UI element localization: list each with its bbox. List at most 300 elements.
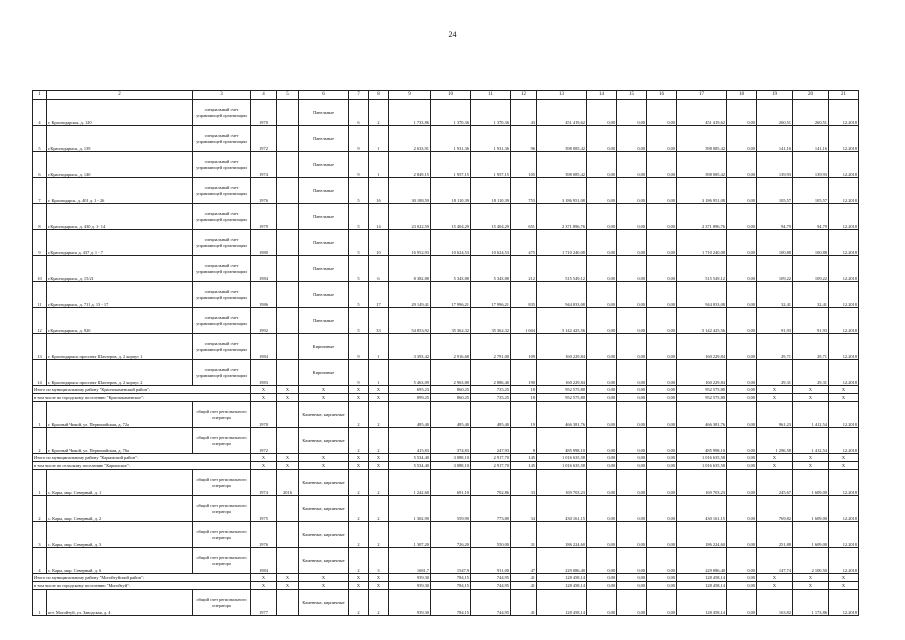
column-number-cell: 14 <box>587 91 617 100</box>
table-row <box>33 496 859 522</box>
table-cell: 1 609,00 <box>793 496 829 522</box>
table-cell: 94,79 <box>757 204 793 230</box>
table-cell: 0,00 <box>617 574 647 582</box>
table-cell: 1974 <box>251 152 277 178</box>
table-cell: 1976 <box>251 178 277 204</box>
table-cell: 0,00 <box>727 582 757 590</box>
table-cell: общий счет регионального оператора <box>193 548 251 574</box>
table-cell: X <box>829 582 859 590</box>
table-cell: 952 575,80 <box>537 394 587 402</box>
table-cell: 1 609,00 <box>793 470 829 496</box>
summary-label: в том числе по сельскому поселению "Карымское": <box>33 462 251 470</box>
table-cell: 451 419,62 <box>537 100 587 126</box>
table-cell: 12.2018 <box>829 282 859 308</box>
table-cell: 0,00 <box>587 204 617 230</box>
summary-row <box>33 454 859 462</box>
table-cell: 16 952,93 <box>389 230 431 256</box>
table-cell: 485,40 <box>431 402 471 428</box>
table-cell <box>277 522 299 548</box>
table-cell: Панельные <box>299 256 349 282</box>
table-cell: X <box>829 386 859 394</box>
table-cell: 91,93 <box>793 308 829 334</box>
page-number: 24 <box>448 30 457 39</box>
table-cell: 100,88 <box>793 230 829 256</box>
table-cell: 0,00 <box>647 394 677 402</box>
table-cell: пгт. Могойтуй, ул. Заводская, д. 4 <box>47 590 193 616</box>
table-cell: X <box>757 462 793 470</box>
table-cell: 0,00 <box>617 100 647 126</box>
table-cell: X <box>299 574 349 582</box>
table-cell: 160 229,84 <box>537 360 587 386</box>
table-cell: 54 853,92 <box>389 308 431 334</box>
table-cell: 0,00 <box>727 462 757 470</box>
table-cell: специальный счет управляющей организации <box>193 282 251 308</box>
table-cell: Панельные <box>299 308 349 334</box>
table-cell: 3 393,42 <box>389 334 431 360</box>
table-cell: 0,00 <box>647 574 677 582</box>
table-cell: 911,00 <box>471 548 511 574</box>
table-cell: 0,00 <box>617 470 647 496</box>
table-cell: 8 382,88 <box>389 256 431 282</box>
table-cell: Панельные <box>299 204 349 230</box>
table-cell: 12.2018 <box>829 522 859 548</box>
table-cell: 2 <box>349 428 369 454</box>
table-cell: X <box>757 454 793 462</box>
table-cell: 0,00 <box>727 394 757 402</box>
table-cell: 247,93 <box>471 428 511 454</box>
table-cell: 5 <box>349 308 369 334</box>
table-cell: 41 <box>511 574 537 582</box>
table-cell: 0,00 <box>587 470 617 496</box>
summary-label: в том числе по городскому поселению "Краснокаменское": <box>33 394 251 402</box>
table-cell: 753 <box>511 178 537 204</box>
table-cell: 0,00 <box>647 428 677 454</box>
table-cell: 0,00 <box>647 126 677 152</box>
table-cell: 5 142 425,56 <box>677 308 727 334</box>
table-cell: 860,25 <box>431 386 471 394</box>
table-cell: X <box>251 582 277 590</box>
table-cell: 15 404,29 <box>471 204 511 230</box>
table-cell: 0,00 <box>727 454 757 462</box>
table-cell: 29 149,41 <box>389 282 431 308</box>
table-cell: 944 833,08 <box>537 282 587 308</box>
table-cell: 0,00 <box>727 100 757 126</box>
table-row <box>33 360 859 386</box>
table-cell: 0,00 <box>647 470 677 496</box>
table-cell: Каменные, кирпичные <box>299 402 349 428</box>
table-cell: 0,00 <box>617 522 647 548</box>
table-cell: Панельные <box>299 100 349 126</box>
table-cell: 651 <box>511 204 537 230</box>
table-cell: X <box>349 462 369 470</box>
table-cell: 374,83 <box>431 428 471 454</box>
table-cell <box>277 402 299 428</box>
table-cell: X <box>277 454 299 462</box>
table-cell: г.Краснодарыск д. 437 д. 1 - 7 <box>47 230 193 256</box>
table-cell: 398 085,42 <box>537 126 587 152</box>
table-cell: 12.2018 <box>829 496 859 522</box>
table-cell: Каменные, кирпичные <box>299 548 349 574</box>
table-cell: X <box>299 394 349 402</box>
table-cell: 1 412,54 <box>793 402 829 428</box>
table-cell: 0,00 <box>647 256 677 282</box>
table-cell: 3 <box>33 522 47 548</box>
column-number-cell: 20 <box>793 91 829 100</box>
table-cell: 2 917,70 <box>471 454 511 462</box>
column-number-cell: 4 <box>251 91 277 100</box>
table-cell: г. Краснодарскы, д. 120 <box>47 100 193 126</box>
table-cell: 4 <box>33 548 47 574</box>
table-cell <box>277 126 299 152</box>
table-cell: 0,00 <box>727 360 757 386</box>
table-cell: 0,00 <box>617 582 647 590</box>
table-cell: 0,00 <box>587 574 617 582</box>
table-row <box>33 100 859 126</box>
table-row <box>33 402 859 428</box>
table-cell: 1980 <box>251 230 277 256</box>
table-cell: 17 <box>369 282 389 308</box>
table-cell: 12 <box>33 308 47 334</box>
table-cell: 0,00 <box>617 126 647 152</box>
table-cell: X <box>829 394 859 402</box>
summary-row <box>33 574 859 582</box>
table-cell: 485 998,10 <box>677 428 727 454</box>
table-cell: 1 307,20 <box>389 522 431 548</box>
table-cell: 515 549,12 <box>677 256 727 282</box>
table-cell: 952 575,80 <box>537 386 587 394</box>
table-cell: 860,25 <box>431 394 471 402</box>
table-cell: 0,00 <box>727 230 757 256</box>
table-cell: 17 996,21 <box>471 282 511 308</box>
table-cell: г.Краснодарыск, д. 711 д. 13 - 17 <box>47 282 193 308</box>
table-cell: X <box>277 386 299 394</box>
table-cell: 0,00 <box>647 386 677 394</box>
table-cell: 8 <box>33 204 47 230</box>
table-cell: 3 186 951,08 <box>677 178 727 204</box>
table-cell: 12.2018 <box>829 360 859 386</box>
table-cell: 5 <box>349 204 369 230</box>
table-cell: 18 <box>511 394 537 402</box>
table-row <box>33 308 859 334</box>
table-cell: 0,00 <box>587 308 617 334</box>
table-cell: 105,57 <box>757 178 793 204</box>
table-cell: 1979 <box>251 204 277 230</box>
table-cell: 0,00 <box>647 100 677 126</box>
table-cell: 12.2018 <box>829 256 859 282</box>
summary-label: Итого по муниципальному району "Могойтуйский район": <box>33 574 251 582</box>
table-cell: 784,15 <box>431 590 471 616</box>
table-cell: 899,25 <box>389 394 431 402</box>
table-cell: 105,57 <box>793 178 829 204</box>
table-cell: 0,00 <box>587 548 617 574</box>
table-cell: X <box>829 462 859 470</box>
table-cell: 5 <box>33 126 47 152</box>
table-cell: 398 085,42 <box>677 152 727 178</box>
table-cell: 1547,9 <box>431 548 471 574</box>
table-cell: 12.2018 <box>829 126 859 152</box>
table-cell: X <box>299 582 349 590</box>
table-cell: Кирпичные <box>299 334 349 360</box>
table-cell: 1 931,36 <box>431 126 471 152</box>
table-cell: 10 624,53 <box>431 230 471 256</box>
table-cell: X <box>349 386 369 394</box>
table-cell: Каменные, кирпичные <box>299 470 349 496</box>
column-number-cell: 1 <box>33 91 47 100</box>
table-cell: X <box>793 574 829 582</box>
table-cell: 11 <box>33 282 47 308</box>
table-cell: 0,00 <box>617 308 647 334</box>
table-row <box>33 178 859 204</box>
table-cell: X <box>277 582 299 590</box>
table-cell: 5 <box>349 178 369 204</box>
table-cell: 0,00 <box>727 548 757 574</box>
table-cell <box>277 204 299 230</box>
table-row <box>33 590 859 616</box>
table-cell: 29,71 <box>757 334 793 360</box>
table-cell: 0,00 <box>587 152 617 178</box>
table-cell: X <box>349 574 369 582</box>
table-cell: 0,00 <box>727 126 757 152</box>
table-cell: X <box>829 454 859 462</box>
table-cell: с. Кары, мкр. Северный, д. 2 <box>47 496 193 522</box>
table-cell: Панельные <box>299 152 349 178</box>
table-cell: 0,00 <box>727 256 757 282</box>
table-cell: 550,00 <box>471 522 511 548</box>
table-cell: специальный счет управляющей организации <box>193 204 251 230</box>
table-cell: 4 <box>33 100 47 126</box>
table-cell: 0,00 <box>617 394 647 402</box>
table-cell: 784,15 <box>431 582 471 590</box>
table-cell: 0,00 <box>727 152 757 178</box>
table-cell: 3 088,10 <box>431 462 471 470</box>
table-cell: 2016 <box>277 470 299 496</box>
table-cell: 0,00 <box>647 496 677 522</box>
table-cell: Панельные <box>299 126 349 152</box>
table-cell: 0,00 <box>647 590 677 616</box>
table-cell: 6 <box>369 256 389 282</box>
table-cell: 0,00 <box>727 204 757 230</box>
column-number-cell: 16 <box>647 91 677 100</box>
table-cell: 2 100,50 <box>793 548 829 574</box>
table-cell: 5 534,40 <box>389 462 431 470</box>
table-cell: X <box>349 454 369 462</box>
table-cell: 0,00 <box>727 282 757 308</box>
table-cell: 1 412,54 <box>793 428 829 454</box>
table-cell: 30 188,59 <box>389 178 431 204</box>
table-cell: 1984 <box>251 334 277 360</box>
table-cell: 6 <box>349 100 369 126</box>
table-cell: 1983 <box>251 360 277 386</box>
table-cell: 961,23 <box>757 402 793 428</box>
table-cell: 485,40 <box>471 402 511 428</box>
table-cell: Каменные, кирпичные <box>299 522 349 548</box>
table-cell: г.Краснодарыск, д. 140 <box>47 152 193 178</box>
table-cell: 0,00 <box>587 522 617 548</box>
table-cell: 1 296,58 <box>757 428 793 454</box>
table-cell: 163,82 <box>757 590 793 616</box>
table-cell <box>277 548 299 574</box>
table-cell: 32,41 <box>793 282 829 308</box>
table-cell: 0,00 <box>647 360 677 386</box>
table-cell <box>277 256 299 282</box>
column-number-cell: 19 <box>757 91 793 100</box>
table-cell: общий счет регионального оператора <box>193 470 251 496</box>
table-cell <box>277 230 299 256</box>
table-cell: 109 <box>511 334 537 360</box>
table-cell: специальный счет управляющей организации <box>193 100 251 126</box>
table-cell: 9 <box>33 230 47 256</box>
table-cell: 0,00 <box>647 204 677 230</box>
table-cell: 3 <box>369 548 389 574</box>
table-cell: 128 458,14 <box>677 590 727 616</box>
table-cell: 41 <box>511 582 537 590</box>
table-cell: X <box>829 574 859 582</box>
table-cell: X <box>793 582 829 590</box>
table-cell: специальный счет управляющей организации <box>193 308 251 334</box>
table-cell: 109,22 <box>793 256 829 282</box>
summary-row <box>33 462 859 470</box>
table-cell: 160 229,84 <box>537 334 587 360</box>
table-cell: 0,00 <box>587 454 617 462</box>
table-cell: 12.2018 <box>829 308 859 334</box>
table-cell: 0,00 <box>727 470 757 496</box>
table-cell: 33 <box>511 470 537 496</box>
table-cell: 0,00 <box>647 178 677 204</box>
table-row <box>33 282 859 308</box>
table-cell: 2 <box>33 428 47 454</box>
table-cell: 0,00 <box>587 394 617 402</box>
table-cell: 100,88 <box>757 230 793 256</box>
table-cell: 0,00 <box>587 386 617 394</box>
table-cell: специальный счет управляющей организации <box>193 152 251 178</box>
table-cell: г. Краснодарск, д. 401 д. 1 - 26 <box>47 178 193 204</box>
table-cell: 1984 <box>251 548 277 574</box>
table-row <box>33 126 859 152</box>
table-cell: 2 <box>369 470 389 496</box>
table-cell: 1972 <box>251 126 277 152</box>
table-cell: 0,00 <box>587 462 617 470</box>
table-cell: 0,00 <box>727 386 757 394</box>
table-cell: г.Краснодарыск, д. 139 <box>47 126 193 152</box>
table-cell: 769,82 <box>757 496 793 522</box>
table-cell: 10 624,53 <box>471 230 511 256</box>
table-cell: 744,95 <box>471 590 511 616</box>
table-cell: 559,90 <box>431 496 471 522</box>
table-cell: 105 <box>511 152 537 178</box>
table-cell: г.Краснодарыск, д. 430 д. 1- 14 <box>47 204 193 230</box>
table-cell: 0,00 <box>587 178 617 204</box>
table-cell: 33 <box>369 308 389 334</box>
table-cell: 1 <box>369 126 389 152</box>
table-cell: 0,00 <box>617 428 647 454</box>
table-row <box>33 428 859 454</box>
table-cell: 0,00 <box>727 334 757 360</box>
table-row <box>33 522 859 548</box>
table-cell: 29,31 <box>757 360 793 386</box>
table-cell: 1972 <box>251 428 277 454</box>
table-cell: 2 371 896,76 <box>537 204 587 230</box>
table-cell: 128 458,14 <box>677 582 727 590</box>
table-cell: 0,00 <box>617 454 647 462</box>
table-cell: 9 <box>349 360 369 386</box>
table-row <box>33 548 859 574</box>
table-cell: 430 161,15 <box>677 496 727 522</box>
table-cell: X <box>299 462 349 470</box>
table-cell: 0,00 <box>617 590 647 616</box>
table-cell: 7 <box>33 178 47 204</box>
housing-register-table <box>32 90 859 616</box>
table-cell: с. Кары, мкр. Северный, д. 1 <box>47 470 193 496</box>
table-cell: г.Краснодарыск, д. 920 <box>47 308 193 334</box>
table-cell <box>277 496 299 522</box>
table-cell: 14 <box>369 204 389 230</box>
summary-row <box>33 582 859 590</box>
table-cell: 0,00 <box>647 454 677 462</box>
table-cell: 91,93 <box>757 308 793 334</box>
table-cell: X <box>251 454 277 462</box>
table-cell: г. Краснодарыск проспект Шахтеров, д. 2 корпус 2 <box>47 360 193 386</box>
table-cell: 145 <box>511 462 537 470</box>
table-cell: X <box>277 574 299 582</box>
table-cell: 2 963,80 <box>431 360 471 386</box>
table-cell: общий счет регионального оператора <box>193 590 251 616</box>
table-cell: 2 <box>349 496 369 522</box>
table-cell: 229 086,40 <box>677 548 727 574</box>
table-cell: 18 110,39 <box>471 178 511 204</box>
summary-label: в том числе по городскому поселению "Могойтуй": <box>33 582 251 590</box>
column-number-cell: 15 <box>617 91 647 100</box>
table-cell: X <box>369 454 389 462</box>
table-cell: 0,00 <box>617 360 647 386</box>
table-cell: 1 609,00 <box>793 522 829 548</box>
table-cell: 260,51 <box>793 100 829 126</box>
table-cell: Кирпичные <box>299 360 349 386</box>
table-cell: 9 <box>349 126 369 152</box>
table-cell: 1 <box>369 360 389 386</box>
table-cell: X <box>369 462 389 470</box>
table-cell: специальный счет управляющей организации <box>193 334 251 360</box>
column-number-cell: 18 <box>727 91 757 100</box>
table-cell <box>277 428 299 454</box>
table-cell: 2 <box>369 590 389 616</box>
table-cell: 12.2018 <box>829 428 859 454</box>
table-cell: 169 703,23 <box>677 470 727 496</box>
table-cell: 5 534,40 <box>389 454 431 462</box>
table-cell: 1 710 240,08 <box>677 230 727 256</box>
table-cell: 12.2018 <box>829 178 859 204</box>
table-cell: 944 833,08 <box>677 282 727 308</box>
table-cell: 1 242,60 <box>389 470 431 496</box>
table-cell: 952 575,80 <box>677 386 727 394</box>
table-cell: 9 <box>349 152 369 178</box>
table-cell: 0,00 <box>587 230 617 256</box>
summary-label: Итого по муниципальному району "Карымский район": <box>33 454 251 462</box>
table-cell: 0,00 <box>617 230 647 256</box>
table-cell: 2 849,15 <box>389 152 431 178</box>
table-cell: 1974 <box>251 470 277 496</box>
table-cell: 1 931,36 <box>471 126 511 152</box>
table-cell: 415,83 <box>389 428 431 454</box>
table-cell: 12.2018 <box>829 402 859 428</box>
table-cell: Каменные, кирпичные <box>299 496 349 522</box>
table-cell: Каменные, кирпичные <box>299 428 349 454</box>
column-number-cell: 13 <box>537 91 587 100</box>
table-cell: 744,95 <box>471 574 511 582</box>
table-cell <box>277 178 299 204</box>
table-cell: 141,16 <box>793 126 829 152</box>
column-number-row <box>33 91 859 100</box>
column-number-cell: 6 <box>299 91 349 100</box>
